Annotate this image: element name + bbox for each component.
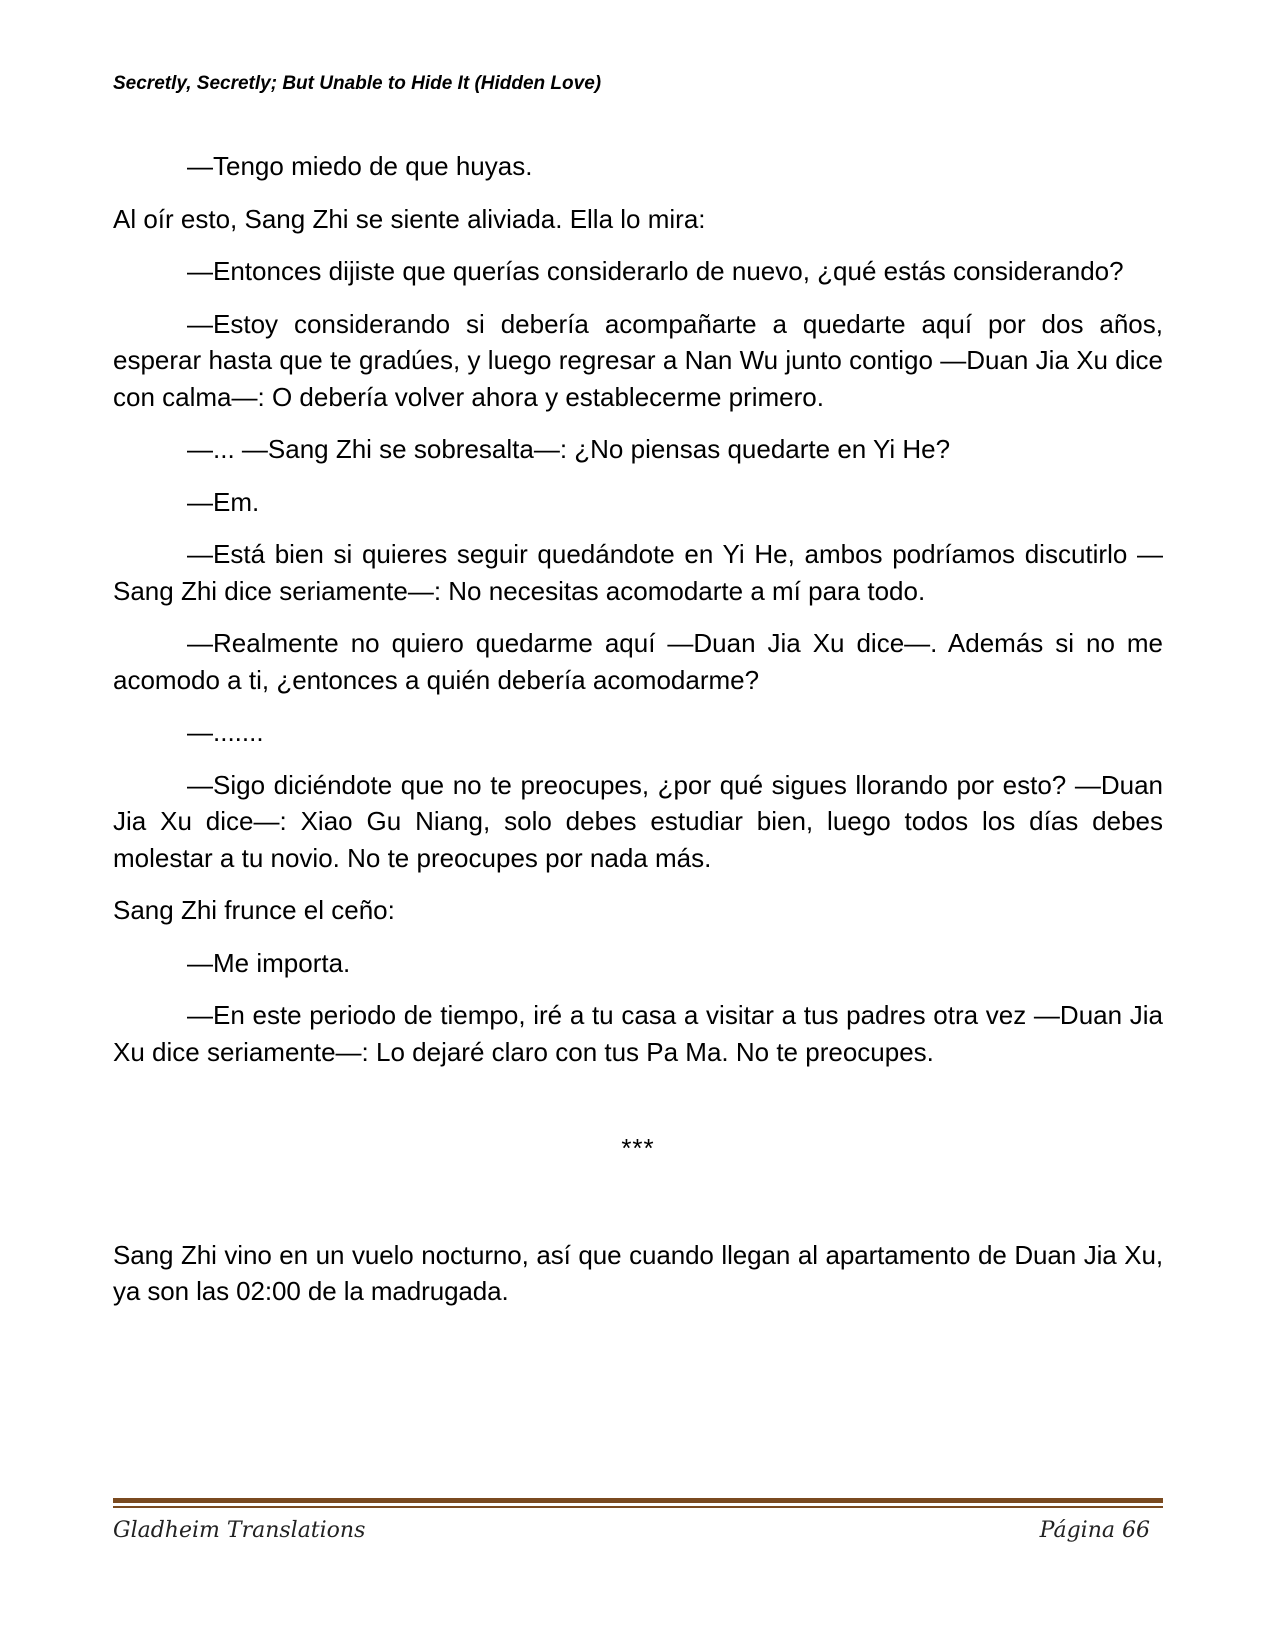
running-header: Secretly, Secretly; But Unable to Hide It (Hidden Love) — [113, 73, 602, 94]
paragraph: Al oír esto, Sang Zhi se siente aliviada. Ella lo mira: — [113, 203, 706, 234]
paragraph: —Tengo miedo de que huyas. — [187, 151, 533, 181]
paragraph: —Me importa. — [187, 947, 351, 978]
footer-page-number: Página 66 — [1039, 1518, 1150, 1543]
paragraph: —Realmente no quiero quedarme aquí —Duan Jia Xu dice—. Además si no me acomodo a ti, ¿entonces a quién debería acomodarme? — [113, 628, 1163, 695]
paragraph: —Está bien si quieres seguir quedándote en Yi He, ambos podríamos discutirlo —Sang Zhi dice seriamente—: No necesitas acomodarte a mí para todo. — [113, 539, 1163, 606]
paragraph: —....... — [187, 717, 264, 747]
paragraph: —En este periodo de tiempo, iré a tu casa a visitar a tus padres otra vez —Duan Jia Xu dice seriamente—: Lo dejaré claro con tus Pa Ma. No te preocupes. — [113, 1000, 1163, 1067]
footer-rule-thick — [113, 1498, 1163, 1503]
scene-separator: *** — [621, 1133, 655, 1163]
body-text — [113, 148, 1163, 1326]
footer-translator-credit: Gladheim Translations — [113, 1518, 366, 1543]
paragraph: —Estoy considerando si debería acompañarte a quedarte aquí por dos años, esperar hasta que te gradúes, y luego regresar a Nan Wu junto contigo —Duan Jia Xu dice con calma—: O debería volver ahora y establecerme primero. — [113, 308, 1163, 412]
footer-rule-thin — [113, 1506, 1163, 1508]
paragraph: Sang Zhi frunce el ceño: — [113, 895, 395, 925]
paragraph: —Sigo diciéndote que no te preocupes, ¿por qué sigues llorando por esto? —Duan Jia Xu dice—: Xiao Gu Niang, solo debes estudiar bien, luego todos los días debes molestar a tu novio. No te preocupes por nada más. — [113, 769, 1163, 873]
closing-paragraph: Sang Zhi vino en un vuelo nocturno, así que cuando llegan al apartamento de Duan Jia Xu, ya son las 02:00 de la madrugada. — [113, 1239, 1163, 1306]
paragraph: —... —Sang Zhi se sobresalta—: ¿No piensas quedarte en Yi He? — [187, 434, 951, 464]
paragraph: —Entonces dijiste que querías considerarlo de nuevo, ¿qué estás considerando? — [187, 256, 1124, 286]
paragraph: —Em. — [187, 486, 260, 517]
